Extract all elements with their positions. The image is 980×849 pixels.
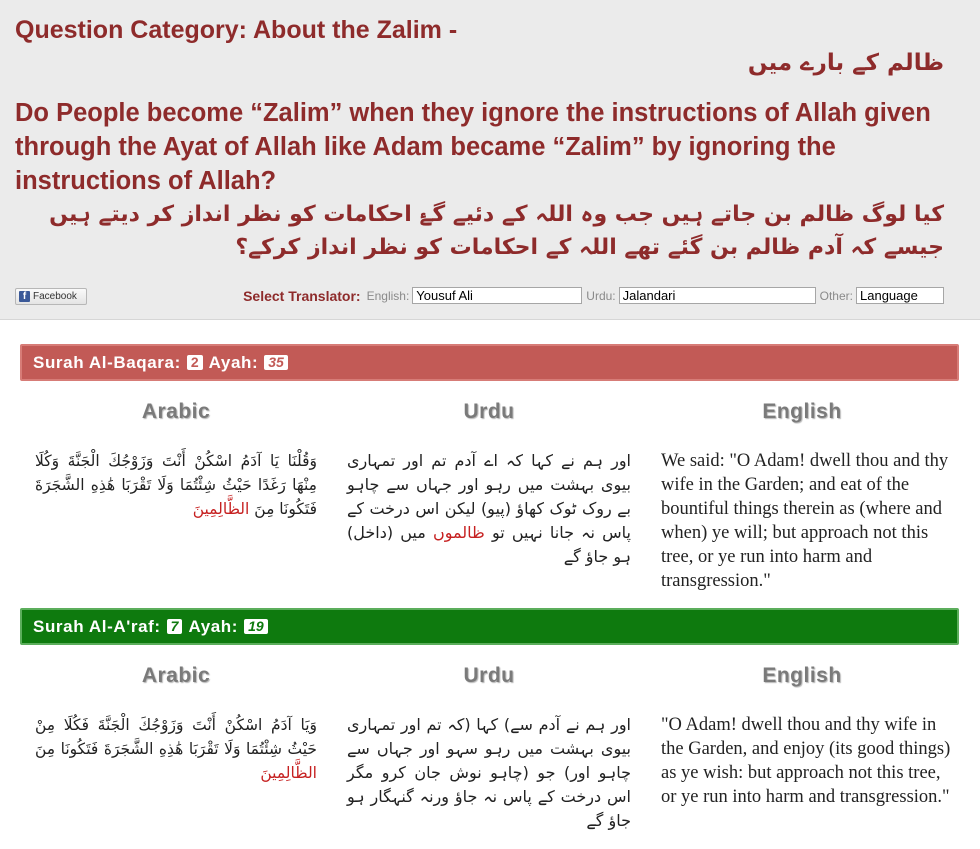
column-header-english: English — [762, 664, 842, 687]
english-translation-text: "O Adam! dwell thou and thy wife in the Garden, and enjoy (its good things) as ye wish: but approach not this tree, or ye run into harm and transgression." — [661, 715, 951, 807]
question-header — [0, 0, 980, 320]
english-translator-input[interactable] — [412, 287, 582, 304]
surah-label: Surah Al-Baqara: — [33, 352, 181, 372]
facebook-label: Facebook — [33, 291, 77, 302]
verse-header-al-baqara — [20, 344, 959, 381]
column-header-arabic: Arabic — [141, 400, 211, 423]
urdu-translator-input[interactable] — [619, 287, 816, 304]
question-text-urdu: کیا لوگ ظالم بن جاتے ہیں جب وہ اللہ کے دئیے گۓ احکامات کو نظر انداز کر دیتے ہیں جیسے کہ آدم ظالم بن گئے تھے اللہ کے احکامات کو نظر انداز کرکے؟ — [49, 202, 944, 260]
other-translator-label: Other: — [819, 288, 853, 303]
arabic-text: وَيَا آدَمُ اسْكُنْ أَنْتَ وَزَوْجُكَ الْجَنَّةَ فَكُلَا مِنْ حَيْثُ شِئْتُمَا وَلَا تَقْرَبَا هَٰذِهِ الشَّجَرَةَ فَتَكُونَا مِنَ — [35, 716, 317, 758]
facebook-icon: f — [19, 291, 30, 302]
facebook-share-button[interactable] — [15, 288, 87, 305]
surah-number-badge: 7 — [167, 619, 183, 634]
ayah-label: Ayah: — [188, 616, 239, 636]
english-translation-text: We said: "O Adam! dwell thou and thy wife in the Garden; and eat of the bountiful things therein as (where and when) ye will; but approach not this tree, or ye run into harm and transgression." — [661, 451, 949, 591]
arabic-verse-text — [35, 713, 317, 785]
surah-number-badge: 2 — [187, 355, 203, 370]
translator-selector — [243, 287, 944, 304]
ayah-number-badge: 19 — [244, 619, 268, 634]
arabic-highlight-word: الظَّالِمِينَ — [260, 764, 317, 782]
question-text: Do People become “Zalim” when they ignore the instructions of Allah given through the Ayat of Allah like Adam became “Zalim” by ignoring the instructions of Allah? — [15, 99, 931, 195]
column-header-urdu: Urdu — [463, 664, 515, 687]
ayah-number-badge: 35 — [264, 355, 288, 370]
column-header-english: English — [762, 400, 842, 423]
urdu-translation-text: اور ہم نے آدم سے) کہا (کہ تم اور تمہاری بیوی بہشت میں رہو سہو اور جہاں سے چاہو اور) جو (چاہو نوش جان کرو مگر اس درخت کے پاس نہ جاؤ ورنہ گنہگار ہو جاؤ گے — [347, 715, 631, 830]
urdu-translator-label: Urdu: — [586, 288, 616, 303]
question-category: Question Category: About the Zalim - — [15, 16, 458, 44]
urdu-text-tail: میں (داخل) ہو جاؤ گے — [347, 523, 631, 566]
urdu-translation-text — [347, 449, 631, 569]
other-language-input[interactable] — [856, 287, 944, 304]
urdu-highlight-word: ظالموں — [433, 523, 485, 542]
arabic-verse-text — [35, 449, 317, 521]
arabic-text: وَقُلْنَا يَا آدَمُ اسْكُنْ أَنْتَ وَزَوْجُكَ الْجَنَّةَ وَكُلَا مِنْهَا رَغَدًا حَيْثُ شِئْتُمَا وَلَا تَقْرَبَا هَٰذِهِ الشَّجَرَةَ فَتَكُونَا مِنَ — [35, 452, 317, 518]
translator-title: Select Translator: — [243, 287, 361, 304]
question-category-urdu: ظالم کے بارے میں — [747, 50, 944, 76]
verse-header-al-araf — [20, 608, 959, 645]
column-header-urdu: Urdu — [463, 400, 515, 423]
english-translator-label: English: — [366, 288, 410, 303]
arabic-highlight-word: الظَّالِمِينَ — [192, 500, 250, 518]
surah-label: Surah Al-A'raf: — [33, 616, 161, 636]
column-header-arabic: Arabic — [141, 664, 211, 687]
urdu-text: اور ہم نے کہا کہ اے آدم تم اور تمہاری بیوی بہشت میں رہو اور جہاں سے چاہو بے روک ٹوک کھاؤ (پیو) لیکن اس درخت کے پاس نہ جانا نہیں تو — [347, 451, 631, 542]
ayah-label: Ayah: — [208, 352, 259, 372]
